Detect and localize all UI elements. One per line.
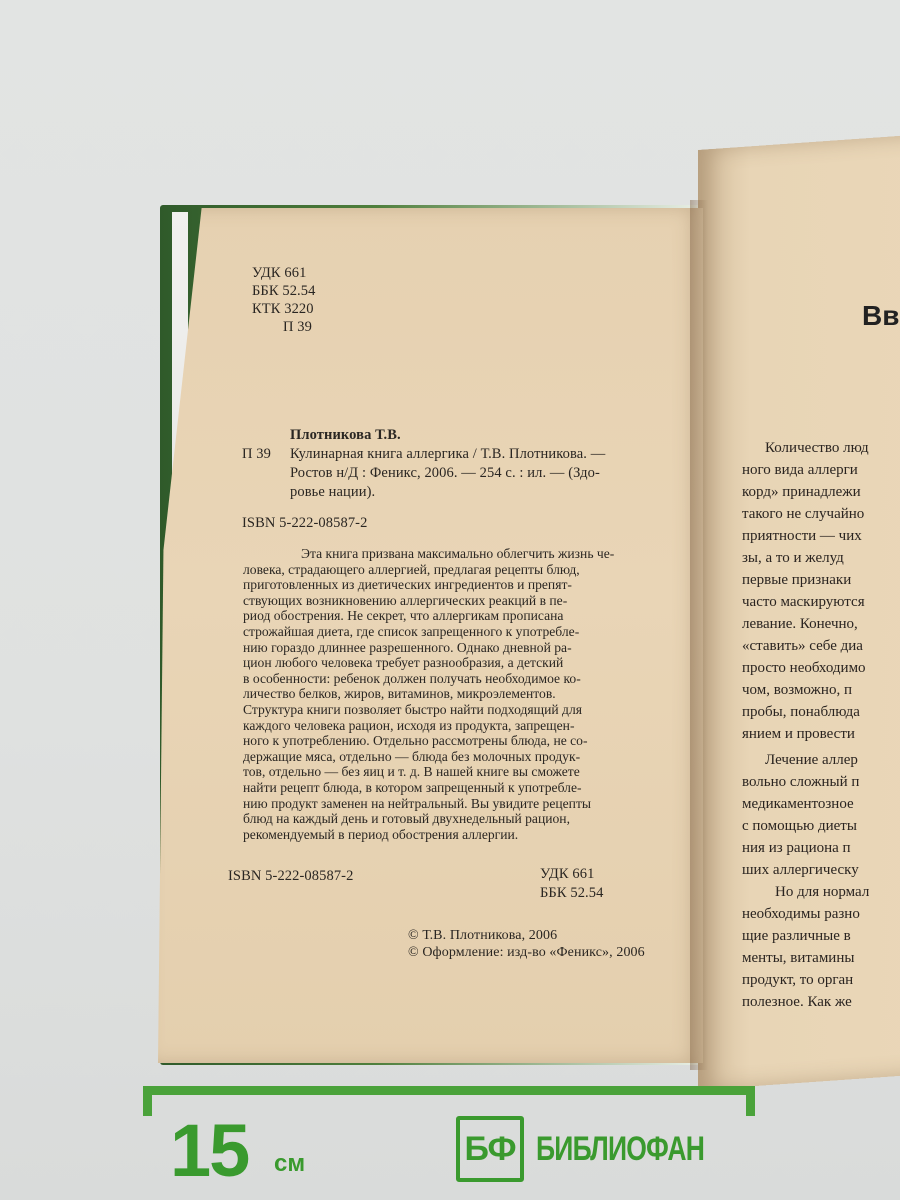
ruler-unit: см xyxy=(274,1150,306,1177)
right-line: корд» принадлежи xyxy=(742,484,861,500)
bib-line-2: Ростов н/Д : Феникс, 2006. — 254 с. : ил. — (Здо- xyxy=(290,465,600,481)
right-line: «ставить» себе диа xyxy=(742,638,863,654)
annotation-line: ловека, страдающего аллергией, предлагая рецепты блюд, xyxy=(243,561,580,577)
copyright-author: © Т.В. Плотникова, 2006 xyxy=(408,928,558,943)
udk-bottom: УДК 661 xyxy=(540,866,595,882)
copyright-publisher: © Оформление: изд-во «Феникс», 2006 xyxy=(408,945,645,960)
annotation-line: рекомендуемый в период обострения аллергии. xyxy=(243,826,519,842)
annotation-line: тов, отдельно — без яиц и т. д. В нашей книге вы сможете xyxy=(243,764,580,780)
annotation-line: каждого человека рацион, исходя из продукта, запрещен- xyxy=(243,717,575,733)
ruler-bar xyxy=(143,1086,755,1095)
author-mark-2: П 39 xyxy=(242,446,271,462)
right-line: ного вида аллерги xyxy=(742,462,858,478)
bbk-code: ББК 52.54 xyxy=(252,283,316,299)
right-line: вольно сложный п xyxy=(742,774,860,790)
right-line: первые признаки xyxy=(742,572,852,588)
book-gutter xyxy=(690,200,708,1070)
annotation-line: риод обострения. Не секрет, что аллергикам прописана xyxy=(243,608,564,624)
right-line: Но для нормал xyxy=(775,884,870,900)
right-line: Количество люд xyxy=(765,440,869,456)
right-line: чом, возможно, п xyxy=(742,682,852,698)
ktk-code: КТК 3220 xyxy=(252,301,314,317)
bib-line-1: Кулинарная книга аллергика / Т.В. Плотникова. — xyxy=(290,446,606,462)
right-line: менты, витамины xyxy=(742,950,855,966)
right-line: такого не случайно xyxy=(742,506,865,522)
right-line: приятности — чих xyxy=(742,528,862,544)
annotation-line: ного к употреблению. Отдельно рассмотрены блюда, не со- xyxy=(243,733,588,749)
annotation-line: ствующих возникновению аллергических реакций в пе- xyxy=(243,592,568,608)
annotation-line: блюд на каждый день и готовый двухнедельный рацион, xyxy=(243,811,570,827)
annotation-line: строжайшая диета, где список запрещенного к употребле- xyxy=(243,623,580,639)
right-line: левание. Конечно, xyxy=(742,616,858,632)
right-line: янием и провести xyxy=(742,726,855,742)
annotation xyxy=(243,546,677,842)
annotation-line: нию продукт заменен на нейтральный. Вы увидите рецепты xyxy=(243,795,592,811)
annotation-line: найти рецепт блюда, в котором запрещенный к употребле- xyxy=(243,779,582,795)
bbk-bottom: ББК 52.54 xyxy=(540,885,604,901)
bib-line-3: ровье нации). xyxy=(290,484,376,500)
logo-wordmark: БИБЛИОФАН xyxy=(536,1130,705,1168)
right-line: ния из рациона п xyxy=(742,840,851,856)
right-line: продукт, то орган xyxy=(742,972,854,988)
annotation-line: цион любого человека требует разнообразия, а детский xyxy=(243,655,564,671)
annotation-line: в особенности: ребенок должен получать необходимое ко- xyxy=(243,670,581,686)
author-mark: П 39 xyxy=(283,319,312,335)
annotation-line: личество белков, жиров, витаминов, микроэлементов. xyxy=(243,686,556,702)
right-line: ших аллергическу xyxy=(742,862,859,878)
right-line: щие различные в xyxy=(742,928,851,944)
right-line: полезное. Как же xyxy=(742,994,852,1010)
right-line: медикаментозное xyxy=(742,796,854,812)
right-line: Лечение аллер xyxy=(765,752,858,768)
annotation-line: Эта книга призвана максимально облегчить жизнь че- xyxy=(301,546,615,561)
right-line: просто необходимо xyxy=(742,660,866,676)
right-line: часто маскируются xyxy=(742,594,865,610)
ruler-left-tick xyxy=(143,1086,152,1116)
right-line: пробы, понаблюда xyxy=(742,704,860,720)
annotation-line: Структура книги позволяет быстро найти подходящий для xyxy=(243,701,583,717)
ruler-right-tick xyxy=(746,1086,755,1116)
right-line: необходимы разно xyxy=(742,906,860,922)
ruler-length: 15 xyxy=(170,1109,249,1192)
bibliofan-logo-icon xyxy=(456,1116,524,1182)
isbn-bottom: ISBN 5-222-08587-2 xyxy=(228,868,354,884)
udk-code: УДК 661 xyxy=(252,265,307,281)
author-name: Плотникова Т.В. xyxy=(290,427,401,443)
logo-letters: БФ xyxy=(464,1129,516,1168)
right-page-heading: Вв xyxy=(862,300,900,331)
annotation-line: приготовленных из диетических ингредиентов и препят- xyxy=(243,577,572,593)
right-line: зы, а то и желуд xyxy=(742,550,844,566)
annotation-line: нию гораздо длиннее разрешенного. Однако дневной ра- xyxy=(243,639,572,655)
annotation-line: держащие мяса, отдельно — блюда без молочных продук- xyxy=(243,748,581,764)
right-line: с помощью диеты xyxy=(742,818,857,834)
isbn-top: ISBN 5-222-08587-2 xyxy=(242,515,368,531)
